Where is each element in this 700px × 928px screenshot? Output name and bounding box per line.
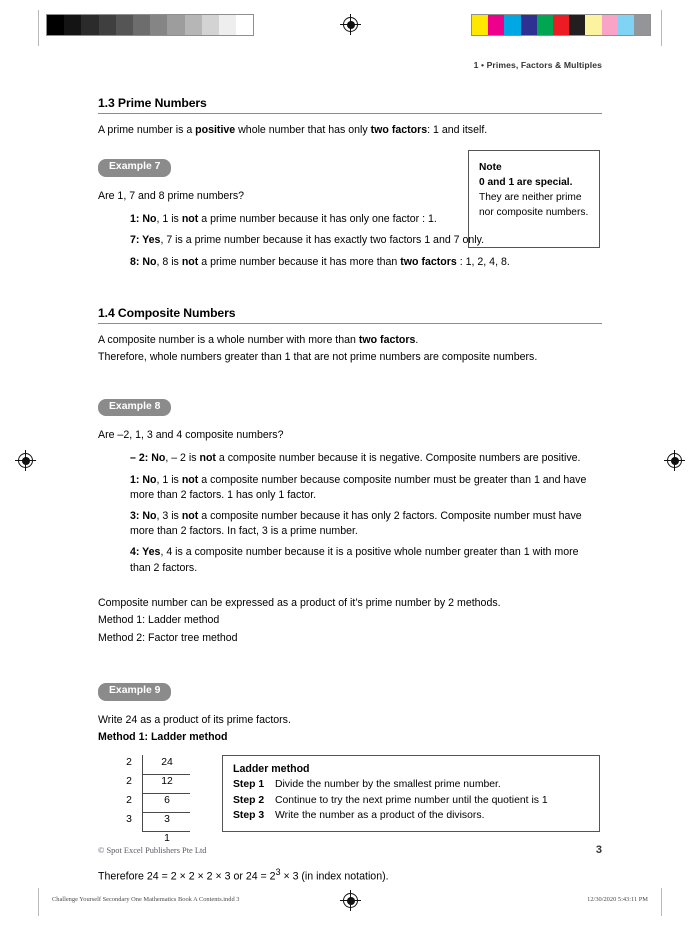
step-label: Step 2 [233,794,265,806]
note-box [468,150,600,248]
answer-mid-1: , 1 is [156,213,182,226]
intro-part-3: : 1 and itself. [427,124,488,136]
example-8-answers [130,451,602,575]
answer-lead: 8: No [130,255,157,268]
answer-lead: 1: No [130,473,157,486]
grayscale-swatch [47,15,64,35]
answer-bold-not: not [181,510,199,523]
answer-mid-2: a composite number because it has only 2 factors. Composite number must have more than 2 factors. In fact, 3 is a prime number. [130,510,582,538]
section-title-1-3: 1.3 Prime Numbers [98,96,207,110]
registration-target-icon-top [342,16,359,33]
grayscale-swatch [202,15,219,35]
answer-lead: 4: Yes [130,546,161,559]
section-1-4-intro-line1 [98,333,602,348]
intro-part-2: whole number that has only [235,124,371,136]
trim-edge-bottom-left [38,888,39,916]
answer-lead: – 2: No [130,452,166,465]
page-number: 3 [595,844,602,856]
note-bold-line: 0 and 1 are special. [479,177,573,188]
trim-edge-bottom-right [661,888,662,916]
ladder-quotient: 24 [161,757,173,769]
intro-bold-2: two factors [370,124,428,136]
step-text: Divide the number by the smallest prime number. [275,779,501,791]
ladder-row [118,755,192,774]
ladder-horizontal-line [142,831,190,832]
step-text: Continue to try the next prime number until the quotient is 1 [275,794,548,806]
ladder-divisor: 3 [126,814,132,826]
color-swatch [569,15,585,35]
conclusion-part-1: Therefore 24 = 2 × 2 × 2 × 3 or 24 = 2 [98,870,276,883]
answer-mid-1: , 7 is a prime number because it has exactly two factors 1 and 7 only. [160,234,485,247]
answer-mid-1: , 4 is a composite number because it is a positive whole number greater than 1 with more than 2 factors. [130,546,579,574]
ladder-row [118,774,192,793]
example-8-answer-3 [130,509,602,539]
example-9-question: Write 24 as a product of its prime factors. [98,713,291,726]
answer-mid-2: a prime number because it has only one factor : 1. [198,213,437,226]
answer-bold-not: not [181,213,199,226]
registration-target-icon-right [666,452,683,469]
intro-part-1: A composite number is a whole number with more than [98,333,359,346]
ladder-method-step [233,808,589,823]
ladder-divisor: 2 [126,795,132,807]
example-9-badge: Example 9 [98,683,171,700]
answer-lead: 7: Yes [130,234,161,247]
answer-mid-1: , 1 is [156,473,182,486]
section-1-4-intro-line2: Therefore, whole numbers greater than 1 that are not prime numbers are composite numbers. [98,351,538,364]
color-swatch [521,15,537,35]
color-swatch [634,15,650,35]
running-head: 1 • Primes, Factors & Multiples [473,60,602,70]
ladder-row [118,793,192,812]
answer-mid-1: , – 2 is [165,452,200,465]
section-title-1-4: 1.4 Composite Numbers [98,305,236,320]
example-9-method-heading: Method 1: Ladder method [98,730,228,743]
slug-filename: Challenge Yourself Secondary One Mathematics Book A Contents.indd 3 [52,896,240,903]
ladder-method-title: Ladder method [233,763,310,776]
answer-lead: 1: No [130,213,157,226]
step-label: Step 1 [233,779,265,791]
slug-timestamp: 12/30/2020 5:43:11 PM [587,896,648,903]
example-8-badge: Example 8 [98,399,171,416]
trim-edge-right [661,10,662,46]
color-swatch [618,15,634,35]
methods-intro: Composite number can be expressed as a product of it’s prime number by 2 methods. [98,596,501,609]
step-text: Write the number as a product of the divisors. [275,809,485,821]
color-calibration-bar [471,14,651,36]
example-7-answer-3 [130,255,602,270]
example-8-answer-2 [130,473,602,503]
ladder-method-steps [233,777,589,823]
conclusion-superscript: 3 [275,867,281,878]
answer-lead: 3: No [130,510,157,523]
method-1-label: Method 1: Ladder method [98,614,220,627]
registration-target-icon-left [17,452,34,469]
color-swatch [472,15,488,35]
grayscale-swatch [236,15,253,35]
example-8-answer-1 [130,451,602,466]
example-7-badge: Example 7 [98,159,171,176]
example-8-answer-4 [130,545,602,575]
color-swatch [504,15,520,35]
ladder-method-step [233,777,589,792]
print-slug [52,896,648,903]
grayscale-swatch [64,15,81,35]
grayscale-swatch [99,15,116,35]
section-rule [98,113,602,114]
ladder-method-box [222,755,600,832]
grayscale-swatch [185,15,202,35]
color-swatch [553,15,569,35]
grayscale-swatch [116,15,133,35]
grayscale-swatch [133,15,150,35]
ladder-final-quotient: 1 [164,833,170,845]
answer-mid-2: a composite number because composite number must be greater than 1 and have more than 2 factors. 1 has only 1 factor. [130,473,587,501]
intro-bold-1: positive [195,124,236,136]
ladder-diagram [98,755,602,847]
intro-part-1: A prime number is a [98,124,196,136]
grayscale-swatch [150,15,167,35]
section-1-3-intro [98,123,602,138]
grayscale-swatch [219,15,236,35]
grayscale-swatch [167,15,184,35]
grayscale-calibration-bar [46,14,254,36]
conclusion-part-2: × 3 (in index notation). [280,870,389,883]
ladder-quotient: 12 [161,776,173,788]
note-title: Note [479,162,502,173]
example-8-block [98,396,602,646]
color-swatch [585,15,601,35]
ladder-method-step [233,793,589,808]
answer-bold-tail: two factors [400,255,457,268]
intro-part-2: . [415,333,419,346]
example-9-conclusion [98,865,602,885]
answer-bold-not: not [181,255,199,268]
example-7-question: Are 1, 7 and 8 prime numbers? [98,189,245,202]
note-text: They are neither prime nor composite numbers. [479,192,589,218]
copyright-notice: © Spot Excel Publishers Pte Ltd [98,846,207,855]
ladder-quotient: 3 [164,814,170,826]
color-swatch [488,15,504,35]
answer-tail: : 1, 2, 4, 8. [456,255,510,268]
trim-edge-left [38,10,39,46]
step-label: Step 3 [233,809,265,821]
ladder-divisor: 2 [126,776,132,788]
method-2-label: Method 2: Factor tree method [98,631,238,644]
grayscale-swatch [81,15,98,35]
page-footer [98,844,602,856]
section-rule [98,323,602,324]
answer-mid-2: a prime number because it has more than [198,255,401,268]
answer-bold-not: not [181,473,199,486]
ladder-table [118,755,192,845]
ladder-row [118,812,192,831]
intro-bold-1: two factors [358,333,416,346]
ladder-divisor: 2 [126,757,132,769]
answer-mid-1: , 8 is [156,255,182,268]
answer-mid-1: , 3 is [156,510,182,523]
answer-bold-not: not [199,452,216,465]
color-swatch [537,15,553,35]
answer-mid-2: a composite number because it is negative. Composite numbers are positive. [215,452,581,465]
color-swatch [602,15,618,35]
ladder-quotient: 6 [164,795,170,807]
example-8-question: Are –2, 1, 3 and 4 composite numbers? [98,429,284,442]
